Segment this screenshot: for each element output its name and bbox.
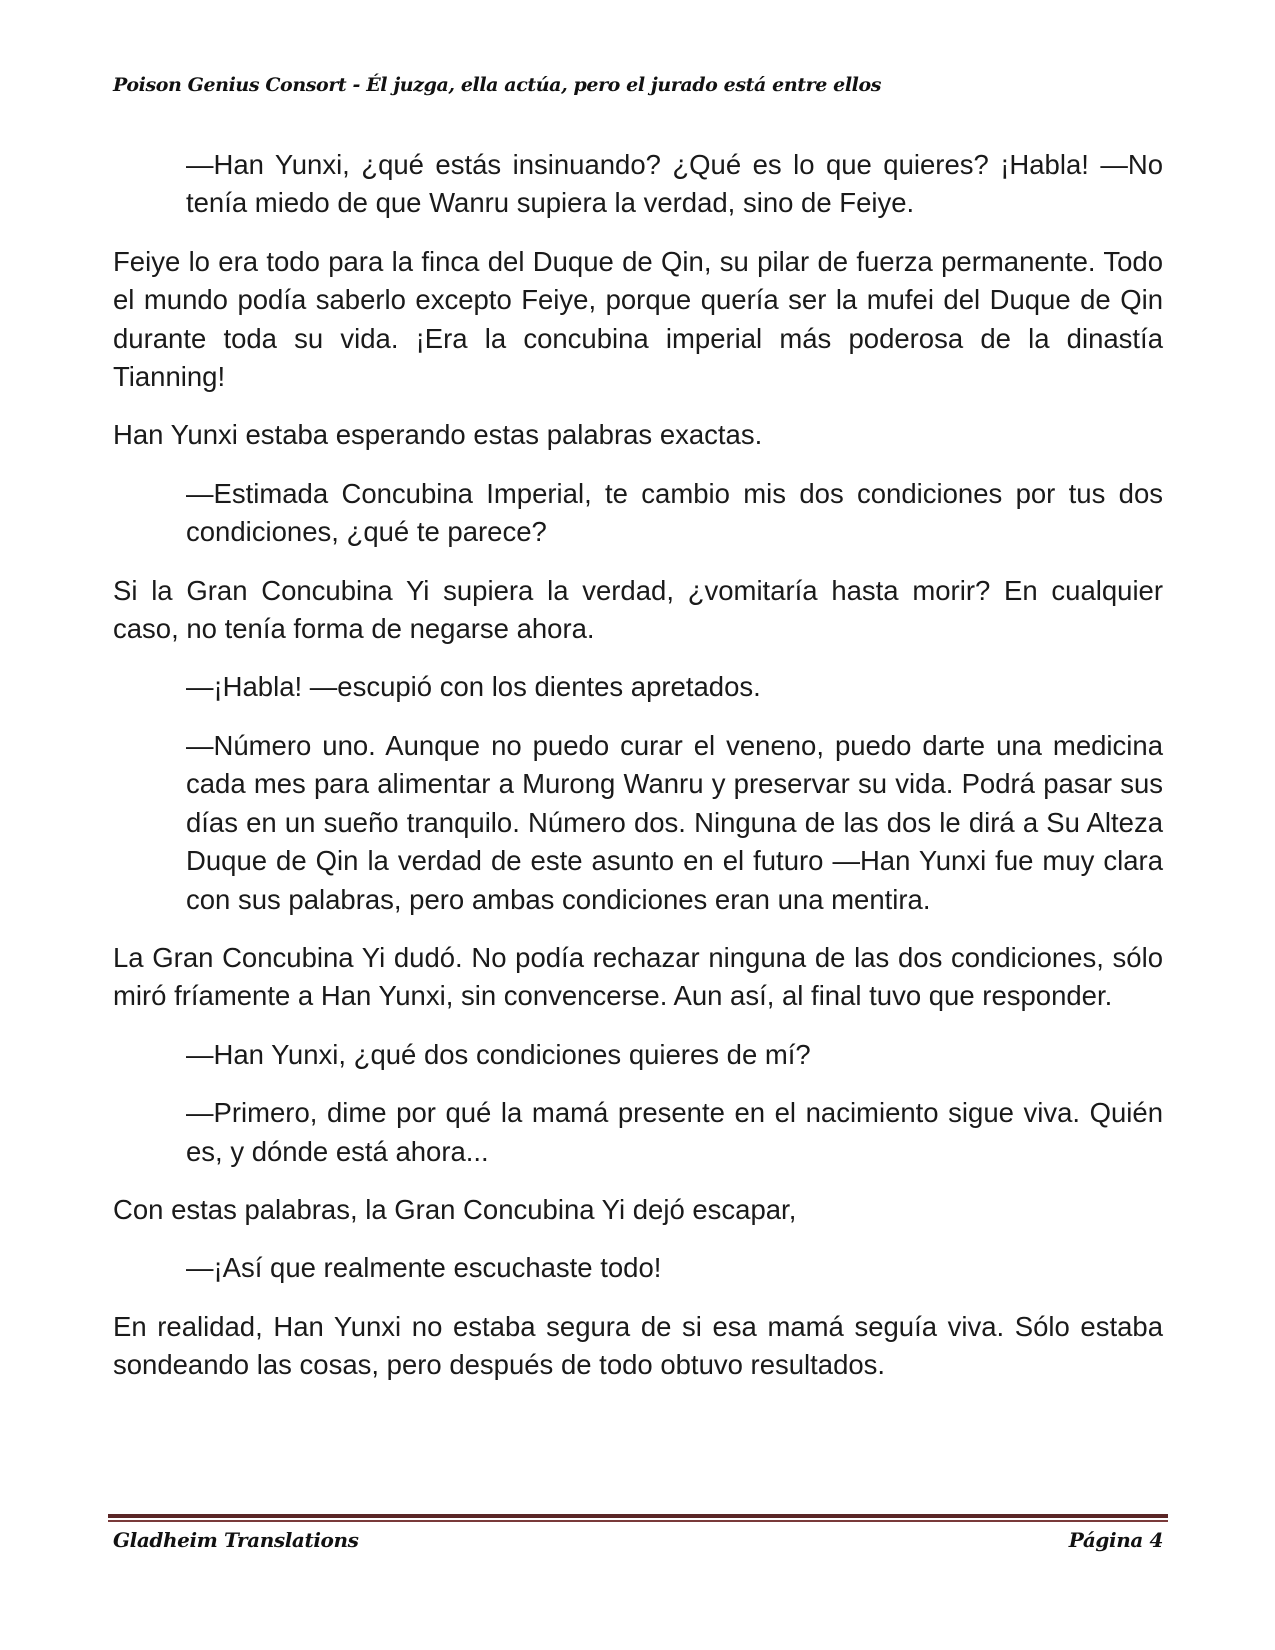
- page-header-title: Poison Genius Consort - Él juzga, ella actúa, pero el jurado está entre ellos: [113, 74, 882, 96]
- paragraph-10: —Primero, dime por qué la mamá presente en el nacimiento sigue viva. Quién es, y dónde está ahora...: [186, 1097, 1163, 1167]
- paragraph-8: La Gran Concubina Yi dudó. No podía rechazar ninguna de las dos condiciones, sólo miró fríamente a Han Yunxi, sin convencerse. Aun así, al final tuvo que responder.: [113, 941, 1163, 1012]
- paragraph-12: —¡Así que realmente escuchaste todo!: [186, 1252, 662, 1284]
- document-body: [113, 146, 1163, 1405]
- paragraph-6: —¡Habla! —escupió con los dientes apretados.: [186, 671, 761, 703]
- paragraph-5: Si la Gran Concubina Yi supiera la verdad, ¿vomitaría hasta morir? En cualquier caso, no tenía forma de negarse ahora.: [113, 574, 1163, 645]
- footer-divider: [108, 1514, 1168, 1523]
- footer-divider-thick-line: [108, 1514, 1168, 1518]
- paragraph-4: —Estimada Concubina Imperial, te cambio mis dos condiciones por tus dos condiciones, ¿qué te parece?: [186, 477, 1163, 548]
- paragraph-2: Feiye lo era todo para la finca del Duque de Qin, su pilar de fuerza permanente. Todo el mundo podía saberlo excepto Feiye, porque quería ser la mufei del Duque de Qin durante toda su vida. ¡Era la concubina imperial más poderosa de la dinastía Tianning!: [113, 245, 1163, 393]
- footer-publisher: Gladheim Translations: [113, 1528, 359, 1552]
- paragraph-3: Han Yunxi estaba esperando estas palabras exactas.: [113, 419, 763, 451]
- paragraph-9: —Han Yunxi, ¿qué dos condiciones quieres de mí?: [186, 1038, 811, 1070]
- paragraph-1: —Han Yunxi, ¿qué estás insinuando? ¿Qué es lo que quieres? ¡Habla! —No tenía miedo de que Wanru supiera la verdad, sino de Feiye.: [186, 149, 1163, 219]
- footer-divider-thin-line: [108, 1520, 1168, 1522]
- paragraph-11: Con estas palabras, la Gran Concubina Yi dejó escapar,: [113, 1193, 797, 1225]
- footer-page-number: Página 4: [1068, 1528, 1163, 1552]
- paragraph-7: —Número uno. Aunque no puedo curar el veneno, puedo darte una medicina cada mes para alimentar a Murong Wanru y preservar su vida. Podrá pasar sus días en un sueño tranquilo. Número dos. Ninguna de las dos le dirá a Su Alteza Duque de Qin la verdad de este asunto en el futuro —Han Yunxi fue muy clara con sus palabras, pero ambas condiciones eran una mentira.: [186, 729, 1163, 915]
- paragraph-13: En realidad, Han Yunxi no estaba segura de si esa mamá seguía viva. Sólo estaba sondeando las cosas, pero después de todo obtuvo resultados.: [113, 1310, 1163, 1381]
